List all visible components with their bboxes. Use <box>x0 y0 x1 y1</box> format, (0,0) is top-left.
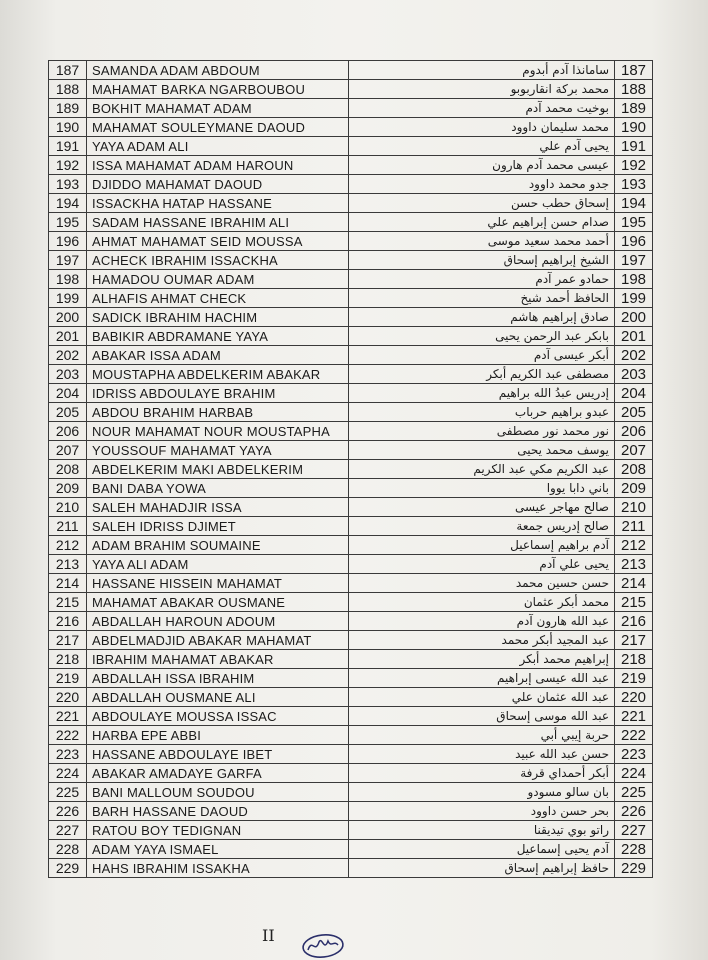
person-name: MAHAMAT SOULEYMANE DAOUD <box>87 118 349 137</box>
row-number: 190 <box>49 118 87 137</box>
table-row <box>49 118 349 137</box>
table-row <box>49 80 349 99</box>
person-name: حربة إيبي أبي <box>349 726 615 745</box>
table-row <box>349 536 653 555</box>
table-row <box>349 612 653 631</box>
row-number: 226 <box>615 802 653 821</box>
person-name: ADAM YAYA ISMAEL <box>87 840 349 859</box>
row-number: 197 <box>615 251 653 270</box>
table-row <box>49 821 349 840</box>
table-row <box>49 593 349 612</box>
row-number: 189 <box>49 99 87 118</box>
row-number: 211 <box>615 517 653 536</box>
person-name: MAHAMAT ABAKAR OUSMANE <box>87 593 349 612</box>
row-number: 224 <box>49 764 87 783</box>
person-name: ABDALLAH OUSMANE ALI <box>87 688 349 707</box>
table-row <box>49 669 349 688</box>
person-name: أحمد محمد سعيد موسى <box>349 232 615 251</box>
person-name: حسن عبد الله عبيد <box>349 745 615 764</box>
table-row <box>49 232 349 251</box>
table-row <box>349 80 653 99</box>
table-row <box>349 745 653 764</box>
person-name: إدريس عبدُ الله براهيم <box>349 384 615 403</box>
person-name: SADICK IBRAHIM HACHIM <box>87 308 349 327</box>
person-name: AHMAT MAHAMAT SEID MOUSSA <box>87 232 349 251</box>
row-number: 214 <box>615 574 653 593</box>
row-number: 216 <box>615 612 653 631</box>
person-name: ISSA MAHAMAT ADAM HAROUN <box>87 156 349 175</box>
table-row <box>349 460 653 479</box>
table-row <box>49 498 349 517</box>
table-row <box>349 669 653 688</box>
table-row <box>349 194 653 213</box>
table-row <box>349 821 653 840</box>
person-name: ABAKAR AMADAYE GARFA <box>87 764 349 783</box>
table-row <box>49 764 349 783</box>
row-number: 222 <box>49 726 87 745</box>
row-number: 206 <box>49 422 87 441</box>
row-number: 195 <box>615 213 653 232</box>
table-row <box>49 479 349 498</box>
table-row <box>349 650 653 669</box>
row-number: 218 <box>49 650 87 669</box>
person-name: حسن حسين محمد <box>349 574 615 593</box>
person-name: يحيى آدم علي <box>349 137 615 156</box>
table-row <box>349 593 653 612</box>
table-row <box>349 118 653 137</box>
person-name: حافظ إبراهيم إسحاق <box>349 859 615 878</box>
person-name: أبكر أحمداي قرفة <box>349 764 615 783</box>
table-row <box>349 707 653 726</box>
person-name: جدو محمد داوود <box>349 175 615 194</box>
row-number: 224 <box>615 764 653 783</box>
table-row <box>49 707 349 726</box>
row-number: 187 <box>49 61 87 80</box>
person-name: ABDOULAYE MOUSSA ISSAC <box>87 707 349 726</box>
row-number: 211 <box>49 517 87 536</box>
row-number: 196 <box>49 232 87 251</box>
person-name: نور محمد نور مصطفى <box>349 422 615 441</box>
table-row <box>49 688 349 707</box>
table-row <box>349 555 653 574</box>
row-number: 201 <box>49 327 87 346</box>
row-number: 197 <box>49 251 87 270</box>
row-number: 202 <box>615 346 653 365</box>
row-number: 214 <box>49 574 87 593</box>
row-number: 212 <box>49 536 87 555</box>
person-name: سامانذا آدم أبدوم <box>349 61 615 80</box>
person-name: HAHS IBRAHIM ISSAKHA <box>87 859 349 878</box>
table-row <box>349 764 653 783</box>
table-row <box>49 346 349 365</box>
row-number: 228 <box>49 840 87 859</box>
person-name: الشيخ إبراهيم إسحاق <box>349 251 615 270</box>
row-number: 221 <box>615 707 653 726</box>
person-name: SALEH IDRISS DJIMET <box>87 517 349 536</box>
table-row <box>349 441 653 460</box>
row-number: 215 <box>615 593 653 612</box>
person-name: عبد الله عيسى إبراهيم <box>349 669 615 688</box>
person-name: IBRAHIM MAHAMAT ABAKAR <box>87 650 349 669</box>
row-number: 215 <box>49 593 87 612</box>
table-row <box>49 289 349 308</box>
table-row <box>349 213 653 232</box>
row-number: 190 <box>615 118 653 137</box>
person-name: باني دابا يووا <box>349 479 615 498</box>
person-name: BARH HASSANE DAOUD <box>87 802 349 821</box>
person-name: إسحاق حطب حسن <box>349 194 615 213</box>
row-number: 217 <box>49 631 87 650</box>
row-number: 200 <box>49 308 87 327</box>
table-row <box>349 726 653 745</box>
person-name: صالح إدريس جمعة <box>349 517 615 536</box>
table-row <box>49 650 349 669</box>
row-number: 192 <box>49 156 87 175</box>
table-row <box>49 137 349 156</box>
person-name: بوخيت محمد آدم <box>349 99 615 118</box>
table-row <box>349 175 653 194</box>
person-name: الحافظ أحمد شيخ <box>349 289 615 308</box>
latin-names-table <box>48 60 349 878</box>
table-row <box>49 403 349 422</box>
person-name: آدم يحيى إسماعيل <box>349 840 615 859</box>
person-name: MAHAMAT BARKA NGARBOUBOU <box>87 80 349 99</box>
person-name: عبد الله موسى إسحاق <box>349 707 615 726</box>
table-row <box>49 327 349 346</box>
table-row <box>49 194 349 213</box>
person-name: ABDALLAH ISSA IBRAHIM <box>87 669 349 688</box>
row-number: 223 <box>615 745 653 764</box>
person-name: SALEH MAHADJIR ISSA <box>87 498 349 517</box>
row-number: 207 <box>49 441 87 460</box>
person-name: عبدو براهيم حرباب <box>349 403 615 422</box>
row-number: 222 <box>615 726 653 745</box>
person-name: بابكر عبد الرحمن يحيى <box>349 327 615 346</box>
person-name: MOUSTAPHA ABDELKERIM ABAKAR <box>87 365 349 384</box>
row-number: 213 <box>49 555 87 574</box>
row-number: 187 <box>615 61 653 80</box>
person-name: BABIKIR ABDRAMANE YAYA <box>87 327 349 346</box>
person-name: عبد الله هارون آدم <box>349 612 615 631</box>
person-name: HAMADOU OUMAR ADAM <box>87 270 349 289</box>
table-row <box>49 783 349 802</box>
person-name: محمد سليمان داوود <box>349 118 615 137</box>
row-number: 191 <box>49 137 87 156</box>
row-number: 209 <box>49 479 87 498</box>
page-annotation: II <box>262 926 275 945</box>
table-row <box>349 137 653 156</box>
row-number: 213 <box>615 555 653 574</box>
person-name: SADAM HASSANE IBRAHIM ALI <box>87 213 349 232</box>
person-name: يحيى علي آدم <box>349 555 615 574</box>
row-number: 204 <box>49 384 87 403</box>
row-number: 227 <box>49 821 87 840</box>
person-name: بحر حسن داوود <box>349 802 615 821</box>
table-row <box>349 99 653 118</box>
table-row <box>49 726 349 745</box>
person-name: محمد بركة انقاربوبو <box>349 80 615 99</box>
table-row <box>349 403 653 422</box>
person-name: DJIDDO MAHAMAT DAOUD <box>87 175 349 194</box>
table-row <box>49 99 349 118</box>
table-row <box>349 270 653 289</box>
person-name: YAYA ALI ADAM <box>87 555 349 574</box>
table-row <box>49 156 349 175</box>
person-name: أبكر عيسى آدم <box>349 346 615 365</box>
person-name: محمد أبكر عثمان <box>349 593 615 612</box>
table-row <box>49 555 349 574</box>
person-name: BANI MALLOUM SOUDOU <box>87 783 349 802</box>
person-name: YAYA ADAM ALI <box>87 137 349 156</box>
row-number: 192 <box>615 156 653 175</box>
row-number: 210 <box>49 498 87 517</box>
row-number: 188 <box>615 80 653 99</box>
table-row <box>349 308 653 327</box>
row-number: 219 <box>615 669 653 688</box>
row-number: 198 <box>615 270 653 289</box>
person-name: ABDELKERIM MAKI ABDELKERIM <box>87 460 349 479</box>
person-name: RATOU BOY TEDIGNAN <box>87 821 349 840</box>
table-row <box>349 232 653 251</box>
table-row <box>349 251 653 270</box>
person-name: IDRISS ABDOULAYE BRAHIM <box>87 384 349 403</box>
table-row <box>349 688 653 707</box>
person-name: إبراهيم محمد أبكر <box>349 650 615 669</box>
person-name: ABDOU BRAHIM HARBAB <box>87 403 349 422</box>
person-name: BANI DABA YOWA <box>87 479 349 498</box>
table-row <box>49 745 349 764</box>
table-row <box>49 61 349 80</box>
row-number: 217 <box>615 631 653 650</box>
row-number: 209 <box>615 479 653 498</box>
person-name: ABAKAR ISSA ADAM <box>87 346 349 365</box>
row-number: 188 <box>49 80 87 99</box>
row-number: 205 <box>49 403 87 422</box>
table-row <box>49 460 349 479</box>
table-row <box>349 156 653 175</box>
row-number: 194 <box>615 194 653 213</box>
table-row <box>349 346 653 365</box>
row-number: 225 <box>49 783 87 802</box>
person-name: مصطفى عبد الكريم أبكر <box>349 365 615 384</box>
table-row <box>49 612 349 631</box>
row-number: 203 <box>49 365 87 384</box>
person-name: ABDALLAH HAROUN ADOUM <box>87 612 349 631</box>
row-number: 202 <box>49 346 87 365</box>
row-number: 220 <box>615 688 653 707</box>
row-number: 218 <box>615 650 653 669</box>
row-number: 200 <box>615 308 653 327</box>
row-number: 194 <box>49 194 87 213</box>
table-row <box>349 327 653 346</box>
row-number: 204 <box>615 384 653 403</box>
row-number: 208 <box>615 460 653 479</box>
person-name: صالح مهاجر عيسى <box>349 498 615 517</box>
row-number: 223 <box>49 745 87 764</box>
person-name: عبد الكريم مكي عبد الكريم <box>349 460 615 479</box>
person-name: يوسف محمد يحيى <box>349 441 615 460</box>
person-name: عبد المجيد أبكر محمد <box>349 631 615 650</box>
row-number: 196 <box>615 232 653 251</box>
row-number: 216 <box>49 612 87 631</box>
table-row <box>349 517 653 536</box>
table-row <box>49 631 349 650</box>
row-number: 225 <box>615 783 653 802</box>
person-name: صدام حسن إبراهيم علي <box>349 213 615 232</box>
table-row <box>49 441 349 460</box>
table-row <box>349 384 653 403</box>
row-number: 210 <box>615 498 653 517</box>
row-number: 208 <box>49 460 87 479</box>
table-row <box>49 308 349 327</box>
row-number: 221 <box>49 707 87 726</box>
table-row <box>349 479 653 498</box>
handwritten-initials-mark <box>300 930 346 960</box>
person-name: راتو بوي تيديقنا <box>349 821 615 840</box>
arabic-names-table <box>348 60 653 878</box>
table-row <box>349 422 653 441</box>
arabic-names-table-body <box>349 61 653 878</box>
table-row <box>49 840 349 859</box>
table-row <box>349 574 653 593</box>
row-number: 219 <box>49 669 87 688</box>
row-number: 220 <box>49 688 87 707</box>
row-number: 205 <box>615 403 653 422</box>
table-row <box>49 536 349 555</box>
row-number: 199 <box>615 289 653 308</box>
table-row <box>349 783 653 802</box>
latin-names-table-body <box>49 61 349 878</box>
person-name: ACHECK IBRAHIM ISSACKHA <box>87 251 349 270</box>
row-number: 201 <box>615 327 653 346</box>
person-name: BOKHIT MAHAMAT ADAM <box>87 99 349 118</box>
row-number: 195 <box>49 213 87 232</box>
table-row <box>49 213 349 232</box>
row-number: 203 <box>615 365 653 384</box>
table-row <box>349 289 653 308</box>
person-name: ABDELMADJID ABAKAR MAHAMAT <box>87 631 349 650</box>
row-number: 229 <box>49 859 87 878</box>
person-name: آدم براهيم إسماعيل <box>349 536 615 555</box>
table-row <box>49 175 349 194</box>
person-name: YOUSSOUF MAHAMAT YAYA <box>87 441 349 460</box>
row-number: 198 <box>49 270 87 289</box>
row-number: 193 <box>615 175 653 194</box>
person-name: HASSANE HISSEIN MAHAMAT <box>87 574 349 593</box>
person-name: HASSANE ABDOULAYE IBET <box>87 745 349 764</box>
row-number: 206 <box>615 422 653 441</box>
table-row <box>49 517 349 536</box>
row-number: 193 <box>49 175 87 194</box>
table-row <box>349 840 653 859</box>
table-row <box>49 802 349 821</box>
person-name: SAMANDA ADAM ABDOUM <box>87 61 349 80</box>
table-row <box>349 631 653 650</box>
table-row <box>349 365 653 384</box>
person-name: عيسى محمد آدم هارون <box>349 156 615 175</box>
row-number: 212 <box>615 536 653 555</box>
table-row <box>49 365 349 384</box>
table-row <box>349 61 653 80</box>
person-name: ADAM BRAHIM SOUMAINE <box>87 536 349 555</box>
person-name: بان سالو مسودو <box>349 783 615 802</box>
table-row <box>49 251 349 270</box>
row-number: 229 <box>615 859 653 878</box>
row-number: 228 <box>615 840 653 859</box>
table-row <box>49 574 349 593</box>
table-row <box>49 422 349 441</box>
row-number: 199 <box>49 289 87 308</box>
person-name: ISSACKHA HATAP HASSANE <box>87 194 349 213</box>
table-row <box>349 498 653 517</box>
table-row <box>49 384 349 403</box>
row-number: 226 <box>49 802 87 821</box>
table-row <box>49 270 349 289</box>
row-number: 207 <box>615 441 653 460</box>
table-row <box>49 859 349 878</box>
row-number: 191 <box>615 137 653 156</box>
person-name: صادق إبراهيم هاشم <box>349 308 615 327</box>
person-name: حمادو عمر آدم <box>349 270 615 289</box>
person-name: NOUR MAHAMAT NOUR MOUSTAPHA <box>87 422 349 441</box>
table-row <box>349 859 653 878</box>
table-row <box>349 802 653 821</box>
person-name: ALHAFIS AHMAT CHECK <box>87 289 349 308</box>
person-name: عبد الله عثمان علي <box>349 688 615 707</box>
row-number: 189 <box>615 99 653 118</box>
row-number: 227 <box>615 821 653 840</box>
person-name: HARBA EPE ABBI <box>87 726 349 745</box>
